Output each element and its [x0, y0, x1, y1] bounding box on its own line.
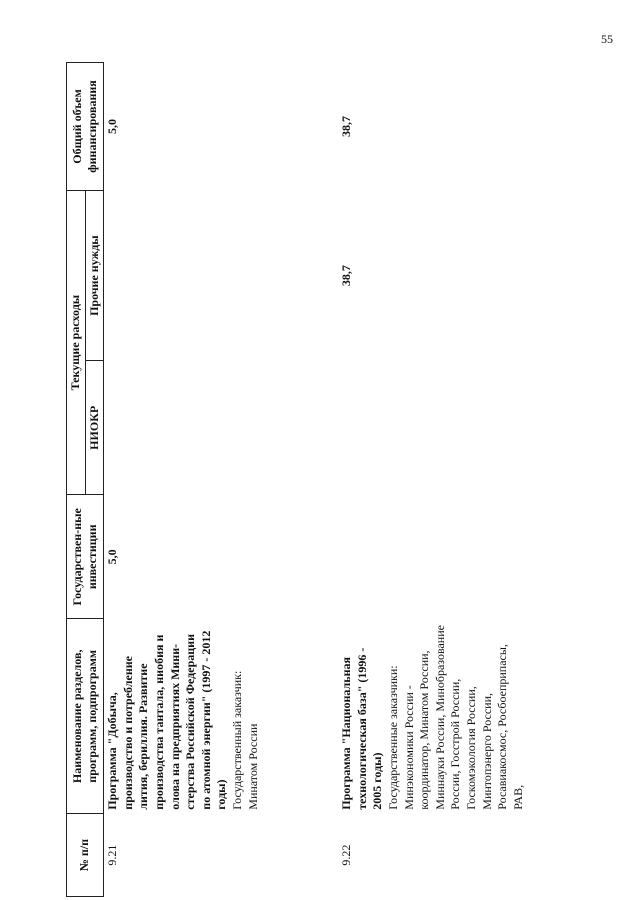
row-number: 9.21: [105, 844, 120, 866]
header-gov-investments: Государствен-ные инвестиции: [67, 495, 104, 619]
total-financing-value: 5,0: [105, 118, 120, 134]
page-number: 55: [601, 32, 613, 46]
financing-table: [66, 62, 552, 897]
niokr-value: [338, 361, 552, 495]
total-financing-value: 38,7: [339, 115, 354, 137]
row-number: 9.22: [339, 844, 354, 866]
table-row: [338, 63, 552, 897]
header-other-needs: Прочие нужды: [85, 190, 104, 360]
niokr-value: [104, 361, 339, 495]
header-current-expenses: Текущие расходы: [67, 190, 86, 494]
header-total-financing: Общий объем финансирования: [67, 63, 104, 191]
header-niokr: НИОКР: [85, 361, 104, 495]
program-cell: [104, 619, 339, 814]
gov-investments-value: [338, 495, 552, 619]
header-num: № п/п: [67, 814, 104, 897]
other-needs-value: 38,7: [339, 265, 354, 287]
table-row: [104, 63, 339, 897]
rotated-table-wrapper: [66, 62, 621, 897]
program-title: Программа "Национальная технологическая база" (1996 - 2005 годы): [339, 647, 385, 810]
other-needs-value: [104, 190, 339, 360]
header-name: Наименование разделов, программ, подпрограмм: [67, 619, 104, 814]
gov-investments-value: 5,0: [105, 549, 120, 565]
program-customer: Государственный заказчик: Минатом России: [229, 670, 260, 810]
program-title: Программа "Добыча, производство и потребление лития, бериллия. Развитие производства тантала, ниобия и олова на предприятиях Мини-стерства Российской Федерации по атомной энергии" (1997 - 2012 годы): [105, 630, 229, 810]
program-cell: [338, 619, 552, 814]
program-customer: Государственные заказчики: Минэкономики России - координатор, Минатом России, Миннауки России, Минобразование России, Госстрой России, Госкомэкология России, Минтопэнерго России, Росавиакосмос, Росбоеприпасы, РАВ,: [385, 625, 525, 810]
